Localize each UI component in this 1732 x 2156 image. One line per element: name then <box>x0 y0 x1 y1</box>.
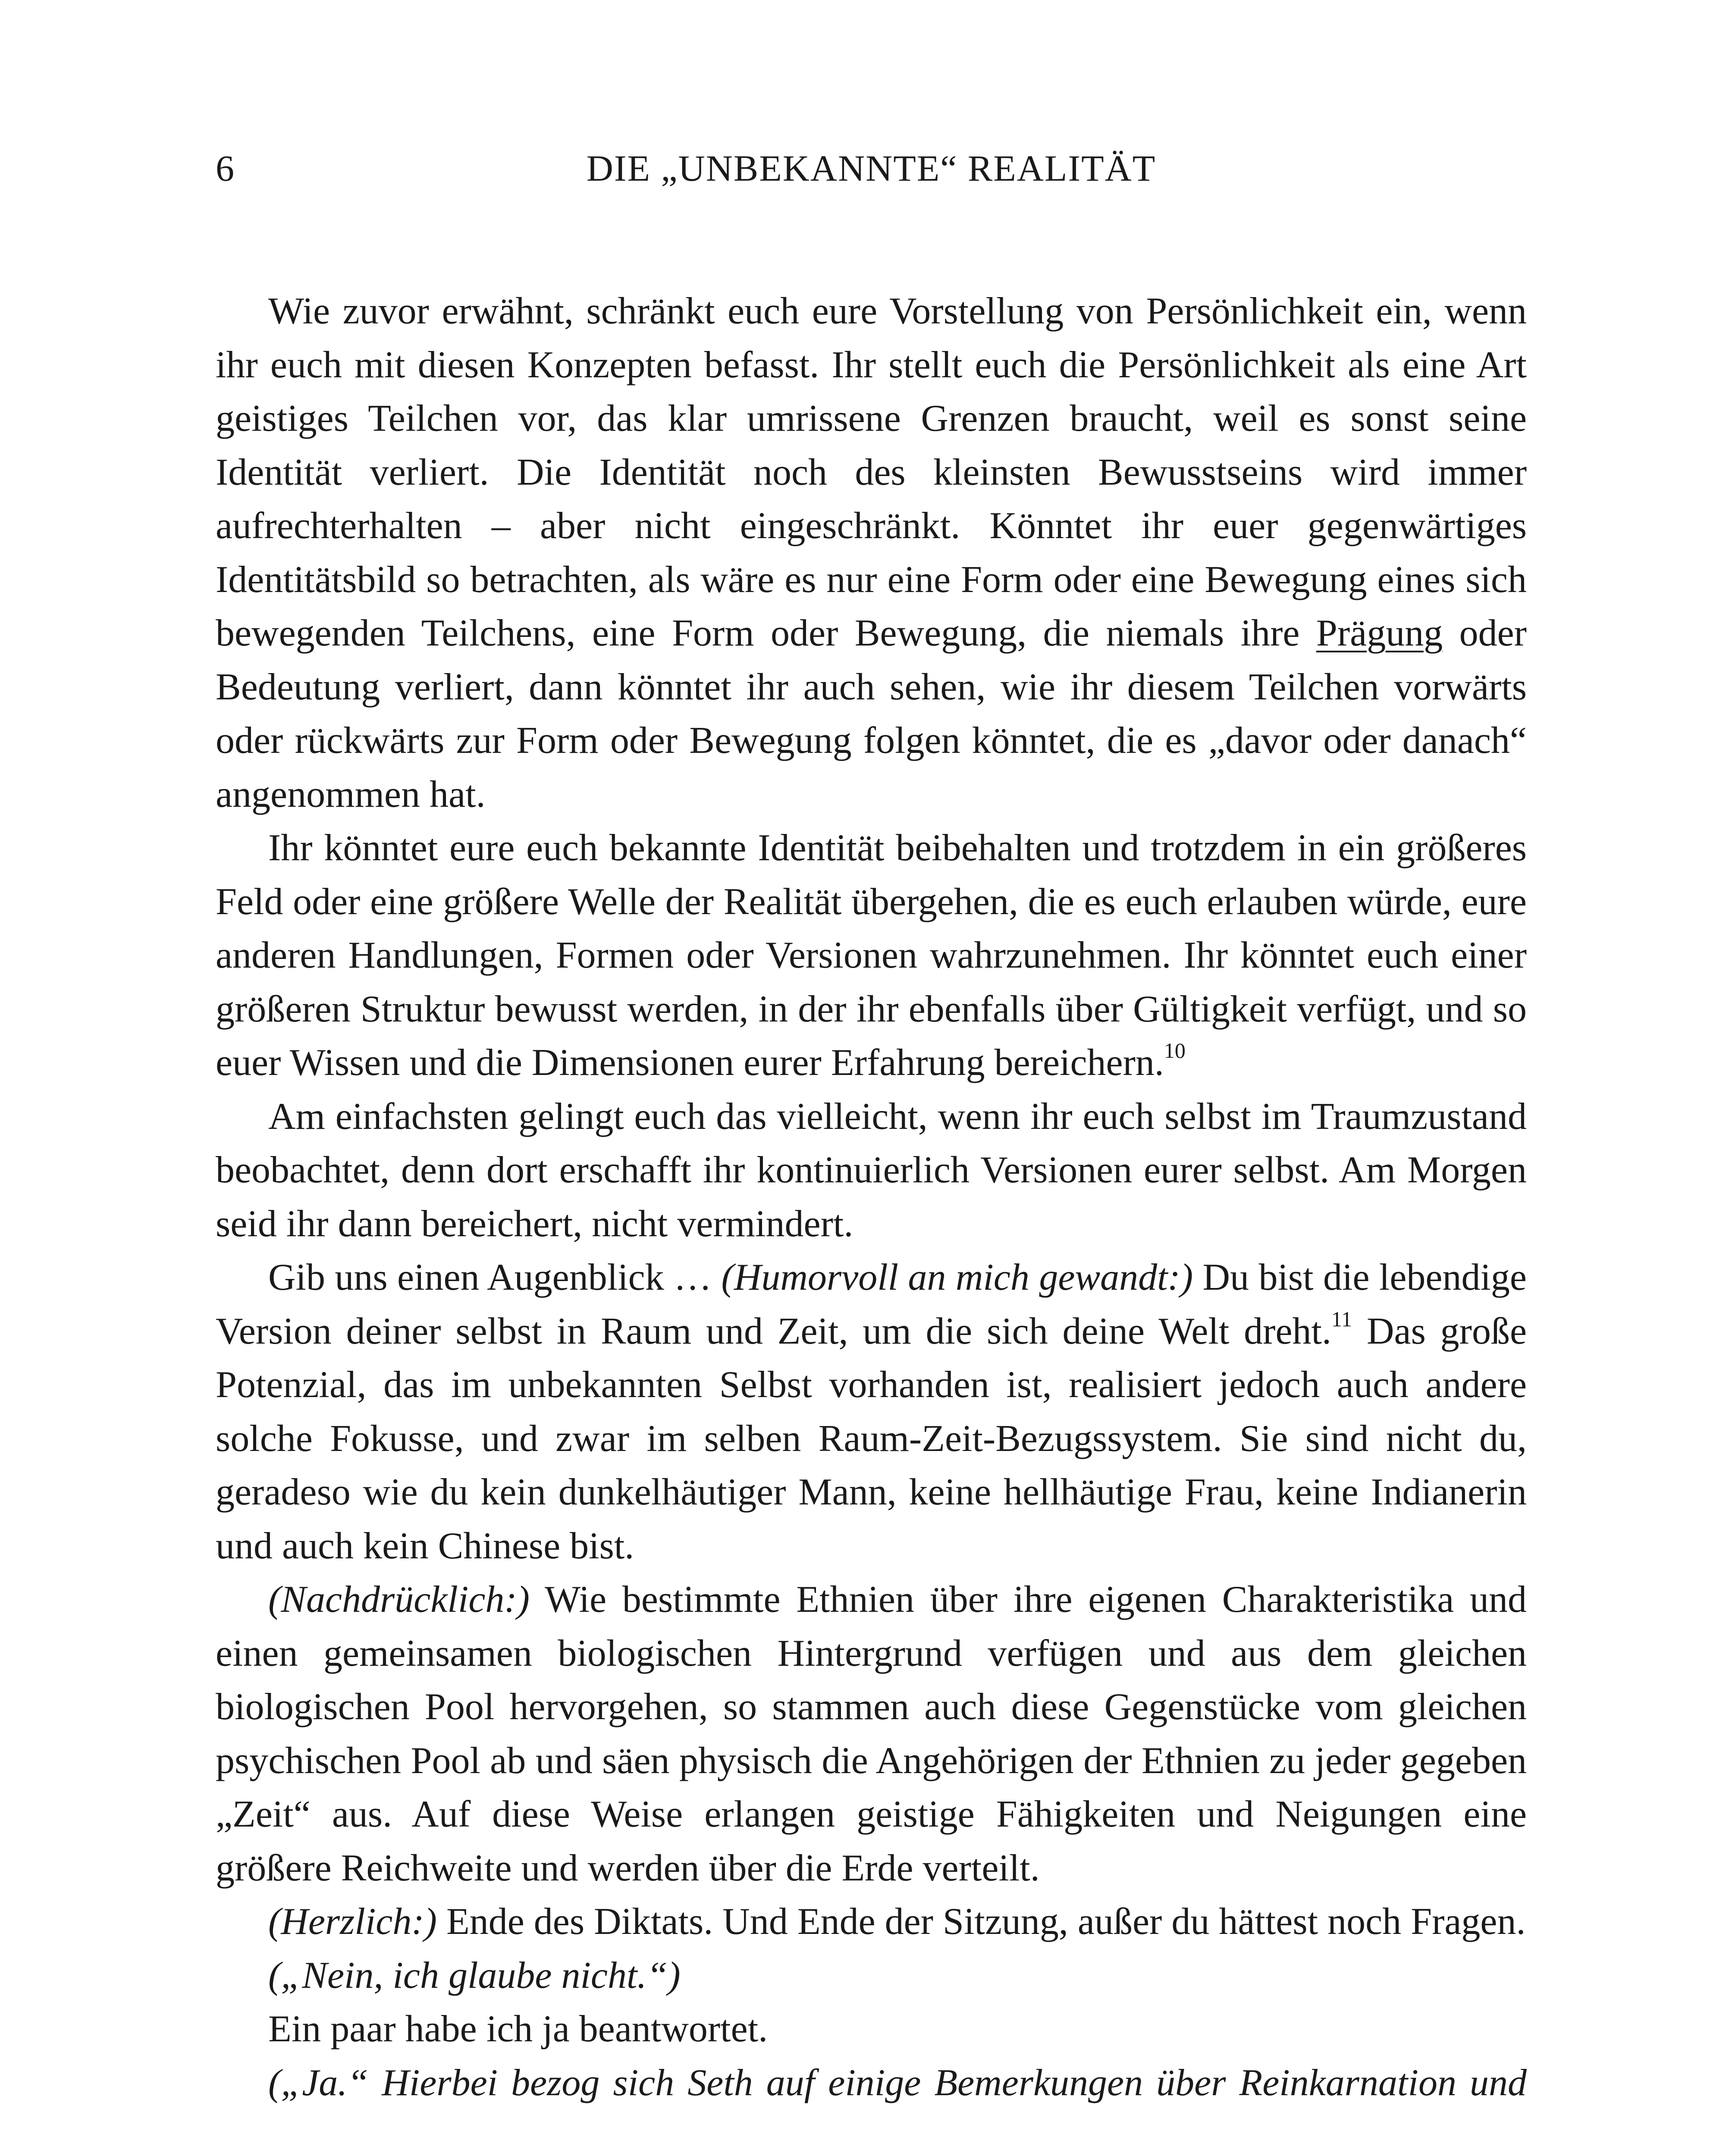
paragraph-1 <box>216 285 1527 821</box>
paragraph-3 <box>216 1090 1527 1251</box>
italic-aside: (Herzlich:) <box>268 1901 437 1943</box>
paragraph-text: Gib uns einen Augenblick … <box>268 1257 722 1298</box>
italic-aside: (Humorvoll an mich gewandt:) <box>721 1257 1193 1298</box>
underlined-word: Prägung <box>1316 612 1443 654</box>
paragraph-5 <box>216 1573 1527 1895</box>
paragraph-text: Wie bestimmte Ethnien über ihre eigenen Charakteristika und einen gemeinsamen biologischen Hintergrund verfügen und aus dem gleichen biologischen Pool hervorgehen, so stammen auch diese Gegenstücke vom gleichen psychischen Pool ab und säen physisch die Angehörigen der Ethnien zu jeder gegeben „Zeit“ aus. Auf diese Weise erlangen geistige Fähigkeiten und Neigungen eine größere Reichweite und werden über die Erde verteilt. <box>216 1579 1527 1889</box>
paragraph-text: Ein paar habe ich ja beantwortet. <box>268 2008 768 2050</box>
paragraph-6 <box>216 1895 1527 1949</box>
footnote-marker[interactable]: 11 <box>1331 1307 1352 1331</box>
paragraph-text: Das große Potenzial, das im unbekannten Selbst vorhanden ist, realisiert jedoch auch andere solche Fokusse, und zwar im selben Raum-Zeit-Bezugssystem. Sie sind nicht du, geradeso wie du kein dunkelhäutiger Mann, keine hellhäutige Frau, keine Indianerin und auch kein Chinese bist. <box>216 1310 1527 1567</box>
italic-aside: („Nein, ich glaube nicht.“) <box>268 1954 681 1996</box>
paragraph-2 <box>216 821 1527 1090</box>
footnote-marker[interactable]: 10 <box>1164 1038 1186 1062</box>
italic-aside: („Ja.“ Hierbei bezog sich Seth auf einige Bemerkungen über Reinkarnation und <box>268 2062 1527 2104</box>
paragraph-9 <box>216 2056 1527 2110</box>
running-title: DIE „UNBEKANNTE“ REALITÄT <box>586 147 1156 189</box>
body-text <box>216 285 1527 2110</box>
paragraph-4 <box>216 1251 1527 1573</box>
paragraph-7 <box>216 1949 1527 2003</box>
paragraph-text: Am einfachsten gelingt euch das vielleicht, wenn ihr euch selbst im Traumzustand beobachtet, denn dort erschafft ihr kontinuierlich Versionen eurer selbst. Am Morgen seid ihr dann bereichert, nicht vermindert. <box>216 1095 1527 1245</box>
paragraph-text: Du bist die lebendige Version deiner selbst in Raum und Zeit, um die sich deine Welt dreht. <box>216 1257 1527 1352</box>
italic-aside: (Nachdrücklich:) <box>268 1579 530 1620</box>
paragraph-8 <box>216 2002 1527 2056</box>
paragraph-text: Wie zuvor erwähnt, schränkt euch eure Vorstellung von Persönlichkeit ein, wenn ihr euch mit diesen Konzepten befasst. Ihr stellt euch die Persönlichkeit als eine Art geistiges Teilchen vor, das klar umrissene Grenzen braucht, weil es sonst seine Identität verliert. Die Identität noch des kleinsten Bewusstseins wird immer aufrechterhalten – aber nicht eingeschränkt. Könntet ihr euer gegenwärtiges Identitätsbild so betrachten, als wäre es nur eine Form oder eine Bewegung eines sich bewegenden Teilchens, eine Form oder Bewegung, die niemals ihre <box>216 290 1527 654</box>
paragraph-text: oder Bedeutung verliert, dann könntet ihr auch sehen, wie ihr diesem Teilchen vorwärts oder rückwärts zur Form oder Bewegung folgen könntet, die es „davor oder danach“ angenommen hat. <box>216 612 1527 815</box>
running-head <box>216 142 1527 194</box>
page-number: 6 <box>216 147 234 189</box>
paragraph-text: Ende des Diktats. Und Ende der Sitzung, außer du hättest noch Fragen. <box>436 1901 1526 1943</box>
paragraph-text: Ihr könntet eure euch bekannte Identität beibehalten und trotzdem in ein größeres Feld oder eine größere Welle der Realität übergehen, die es euch erlauben würde, eure anderen Handlungen, Formen oder Versionen wahrzunehmen. Ihr könntet euch einer größeren Struktur bewusst werden, in der ihr ebenfalls über Gültigkeit verfügt, und so euer Wissen und die Dimensionen eurer Erfahrung bereichern. <box>216 827 1527 1084</box>
